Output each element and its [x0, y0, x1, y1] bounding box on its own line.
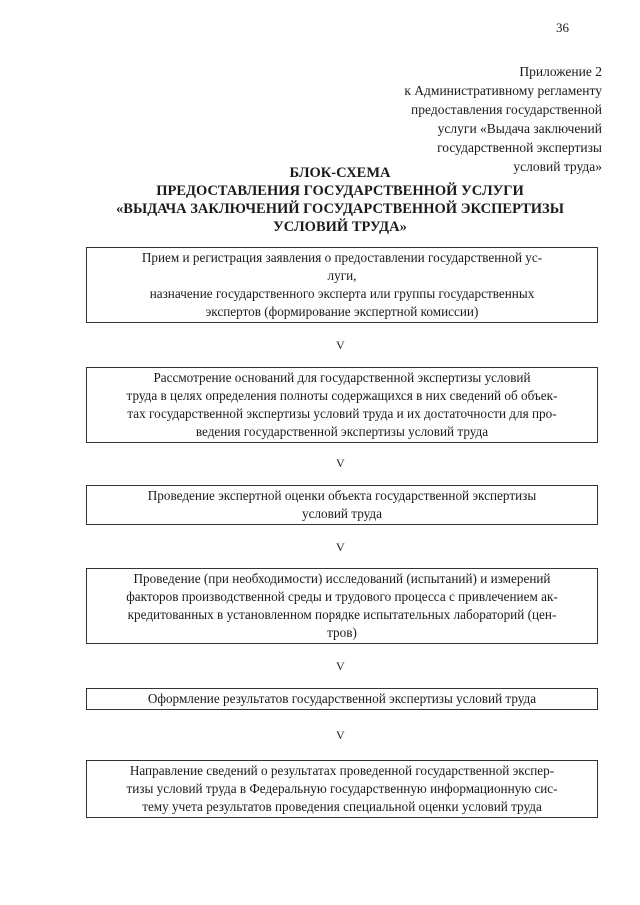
step-line: условий труда	[302, 506, 382, 521]
step-line: Прием и регистрация заявления о предоставлении государственной ус-	[141, 250, 543, 265]
appendix-header	[332, 62, 602, 176]
title-line: ПРЕДОСТАВЛЕНИЯ ГОСУДАРСТВЕННОЙ УСЛУГИ	[156, 183, 524, 199]
page-number: 36	[556, 20, 569, 35]
flow-step-1	[86, 247, 598, 323]
title-line: УСЛОВИЙ ТРУДА»	[273, 219, 407, 235]
appendix-line: предоставления государственной	[411, 102, 602, 117]
step-line: Проведение (при необходимости) исследований (испытаний) и измерений	[133, 571, 551, 586]
step-line: тизы условий труда в Федеральную государственную информационную сис-	[126, 781, 558, 796]
title-line: «ВЫДАЧА ЗАКЛЮЧЕНИЙ ГОСУДАРСТВЕННОЙ ЭКСПЕРТИЗЫ	[116, 201, 564, 217]
title-line: БЛОК-СХЕМА	[289, 165, 391, 181]
step-line: Проведение экспертной оценки объекта государственной экспертизы	[147, 488, 537, 503]
appendix-line: Приложение 2	[519, 64, 602, 79]
step-line: назначение государственного эксперта или группы государственных	[149, 286, 535, 301]
step-line: ведения государственной экспертизы условий труда	[195, 424, 489, 439]
step-line: тров)	[327, 625, 357, 640]
flow-arrow: V	[336, 456, 345, 470]
flow-step-2	[86, 367, 598, 443]
appendix-line: услуги «Выдача заключений	[437, 121, 602, 136]
flow-arrow: V	[336, 540, 345, 554]
flow-arrow: V	[336, 728, 345, 742]
step-line: Направление сведений о результатах проведенной государственной экспер-	[129, 763, 555, 778]
step-line: тах государственной экспертизы условий труда и их достаточности для про-	[127, 406, 557, 421]
appendix-line: условий труда»	[513, 159, 602, 174]
step-line: Рассмотрение оснований для государственной экспертизы условий	[153, 370, 531, 385]
flow-step-4	[86, 568, 598, 644]
flow-step-6	[86, 760, 598, 818]
step-line: Оформление результатов государственной экспертизы условий труда	[147, 691, 537, 706]
flow-step-3	[86, 485, 598, 525]
step-line: кредитованных в установленном порядке испытательных лабораторий (цен-	[127, 607, 557, 622]
flow-arrow: V	[336, 338, 345, 352]
flow-step-5	[86, 688, 598, 710]
step-line: тему учета результатов проведения специальной оценки условий труда	[142, 799, 542, 814]
step-line: факторов производственной среды и трудового процесса с привлечением ак-	[126, 589, 558, 604]
step-line: луги,	[327, 268, 357, 283]
step-line: экспертов (формирование экспертной комиссии)	[205, 304, 479, 319]
appendix-line: государственной экспертизы	[437, 140, 602, 155]
step-line: труда в целях определения полноты содержащихся в них сведений об объек-	[126, 388, 558, 403]
flowchart-title	[60, 164, 620, 236]
appendix-line: к Административному регламенту	[404, 83, 602, 98]
flow-arrow: V	[336, 659, 345, 673]
